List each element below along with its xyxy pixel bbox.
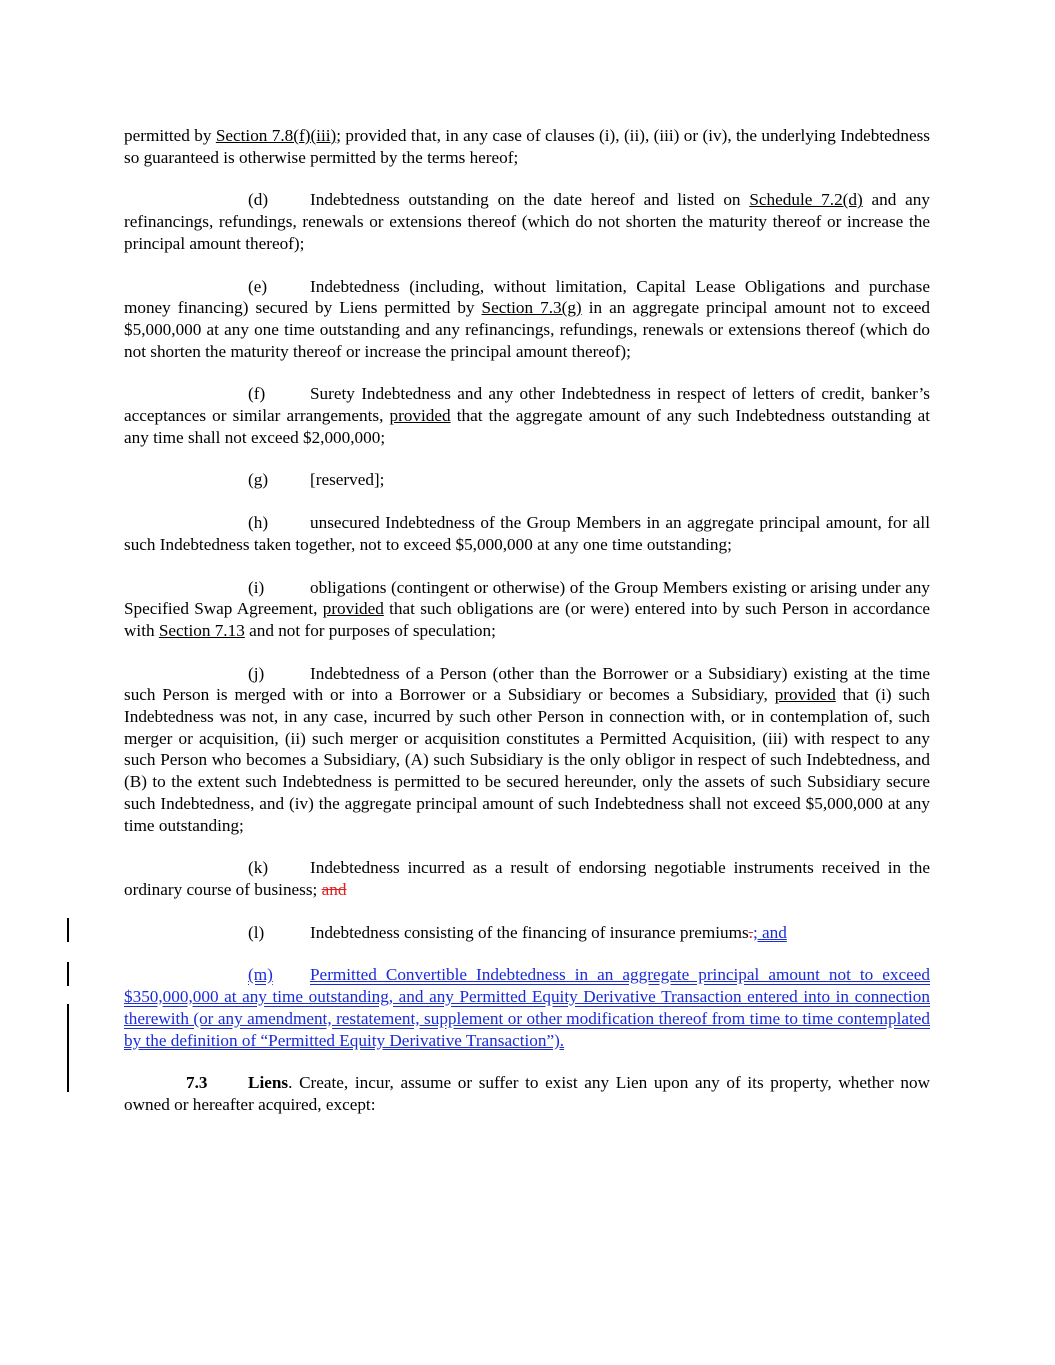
clause-label: (h) [248, 513, 269, 533]
clause-label: (d) [248, 190, 269, 210]
paragraph-k [124, 857, 930, 900]
text: Indebtedness (including, without limitation, Capital Lease Obligations and purchase money financing) secured by Liens permitted by [124, 276, 930, 318]
text: and any refinancings, refundings, renewals or extensions thereof (which do not shorten the maturity thereof or increase the principal amount thereof); [124, 190, 930, 253]
text: Surety Indebtedness and any other Indebtedness in respect of letters of credit, banker’s acceptances or similar arrangements, [124, 384, 930, 426]
text: . Create, incur, assume or suffer to exist any Lien upon any of its property, whether now owned or hereafter acquired, except: [124, 1073, 930, 1114]
text: in an aggregate principal amount not to exceed $5,000,000 at any one time outstanding and any refinancings, refundings, renewals or extensions thereof (which do not shorten the maturity thereof or increase the principal amount thereof); [124, 298, 930, 361]
text: [reserved]; [310, 470, 385, 490]
text: Indebtedness incurred as a result of endorsing negotiable instruments received in the ordinary course of business; [124, 858, 930, 899]
clause-label: (e) [248, 276, 268, 296]
text: permitted by [124, 126, 216, 145]
clause-label: (g) [248, 470, 269, 490]
paragraph-l [124, 922, 930, 944]
change-bar-m [67, 1004, 69, 1092]
clause-label: (m) [248, 965, 273, 985]
section-number: 7.3 [186, 1073, 208, 1093]
paragraph-m [124, 964, 930, 1051]
provided-term: provided [322, 599, 384, 619]
paragraph-f [124, 383, 930, 448]
text: Indebtedness outstanding on the date hereof and listed on [310, 190, 750, 210]
paragraph-j [124, 663, 930, 837]
text: obligations (contingent or otherwise) of the Group Members existing or arising under any Specified Swap Agreement, [124, 577, 930, 619]
paragraph-c-continued [124, 125, 930, 168]
section-7-3 [124, 1072, 930, 1115]
paragraph-h [124, 512, 930, 555]
document-page [124, 125, 930, 1116]
section-title: Liens [248, 1073, 289, 1093]
text: unsecured Indebtedness of the Group Members in an aggregate principal amount, for all such Indebtedness taken together, not to exceed $5,000,000 at any one time outstanding; [124, 513, 930, 554]
text: that the aggregate amount of any such Indebtedness outstanding at any time shall not exceed $2,000,000; [124, 406, 930, 447]
clause-label: (l) [248, 922, 265, 942]
text: Indebtedness consisting of the financing of insurance premiums [310, 922, 749, 942]
paragraph-i [124, 577, 930, 642]
section-reference: Section 7.8(f)(iii) [215, 126, 337, 145]
text: that such obligations are (or were) entered into by such Person in accordance with [124, 599, 930, 640]
paragraph-g [124, 469, 930, 491]
deleted-text: and [321, 879, 347, 899]
provided-term: provided [389, 406, 451, 426]
text: Indebtedness of a Person (other than the Borrower or a Subsidiary) existing at the time such Person is merged with or into a Borrower or a Subsidiary or becomes a Subsidiary, [124, 663, 930, 705]
paragraph-e [124, 276, 930, 363]
change-bar-l [67, 962, 69, 986]
text: ; provided that, in any case of clauses (i), (ii), (iii) or (iv), the underlying Indebtedness so guaranteed is otherwise permitted by the terms hereof; [124, 126, 930, 167]
clause-label: (j) [248, 663, 265, 683]
section-reference: Section 7.13 [158, 620, 245, 640]
schedule-reference: Schedule 7.2(d) [749, 190, 863, 210]
text: that (i) such Indebtedness was not, in any case, incurred by such other Person in connection with, or in contemplation of, such merger or acquisition, (ii) such merger or acquisition constitutes a Permitted Acquisition, (iii) with respect to any such Person who becomes a Subsidiary, (A) such Subsidiary is the only obligor in respect of such Indebtedness, and (B) to the extent such Indebtedness is permitted to be secured hereunder, only the assets of such Subsidiary secure such Indebtedness, and (iv) the aggregate principal amount of such Indebtedness shall not exceed $5,000,000 at any time outstanding; [124, 685, 930, 835]
paragraph-d [124, 189, 930, 254]
change-bar-k [67, 918, 69, 942]
clause-label: (k) [248, 858, 269, 878]
section-reference: Section 7.3(g) [481, 298, 582, 318]
text: and not for purposes of speculation; [244, 620, 496, 640]
inserted-text: Permitted Convertible Indebtedness in an aggregate principal amount not to exceed $350,000,000 at any time outstanding, and any Permitted Equity Derivative Transaction entered into in connection therewith (or any amendment, restatement, supplement or other modification thereof from time to time contemplated by the definition of “Permitted Equity Derivative Transaction”). [124, 965, 930, 1050]
provided-term: provided [774, 685, 836, 705]
clause-label: (f) [248, 384, 266, 404]
clause-label: (i) [248, 577, 265, 597]
deleted-text: . [748, 922, 753, 942]
inserted-text: ; and [752, 922, 787, 942]
